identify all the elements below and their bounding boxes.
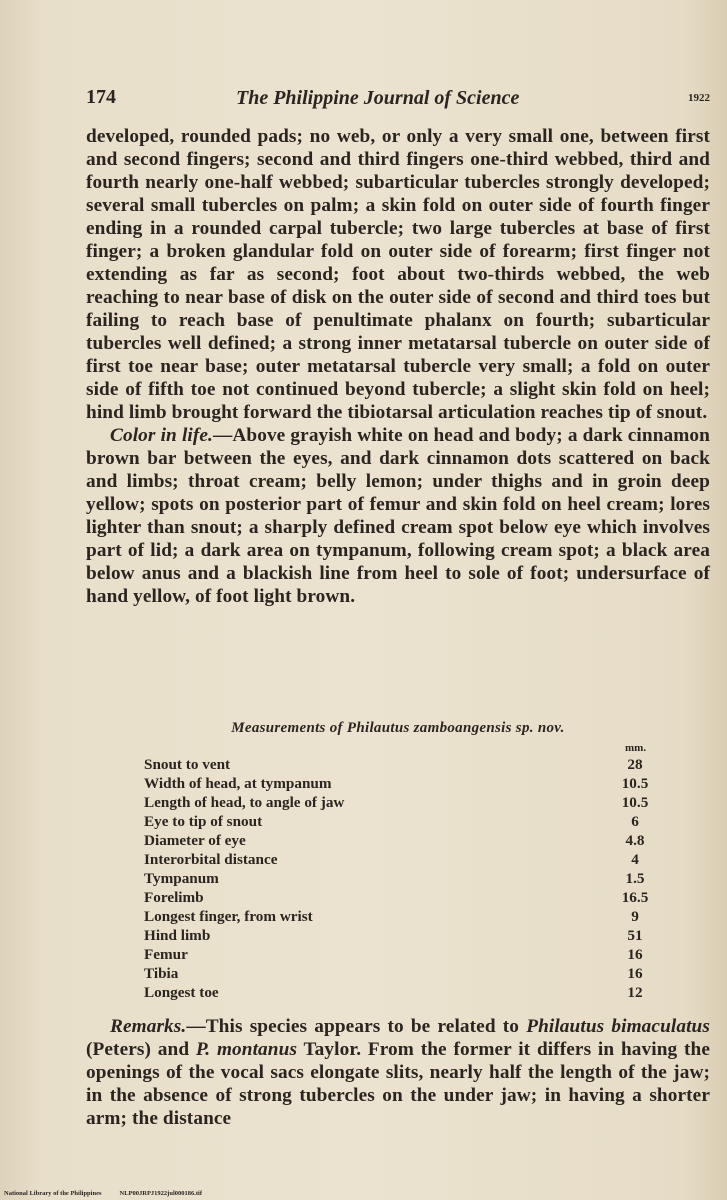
year: 1922	[688, 92, 710, 104]
measurements-unit: mm.	[625, 742, 647, 754]
table-row	[144, 812, 674, 831]
table-row	[144, 831, 674, 850]
table-row	[144, 907, 674, 926]
row-label: Hind limb	[144, 927, 211, 944]
running-header	[86, 86, 710, 116]
row-value: 12	[627, 984, 643, 1001]
row-label: Longest finger, from wrist	[144, 908, 313, 925]
table-row	[144, 755, 674, 774]
row-value: 4	[631, 851, 639, 868]
species-name: Philautus bimaculatus	[526, 1016, 710, 1037]
paragraph-remarks	[86, 1015, 710, 1130]
paragraph-description: developed, rounded pads; no web, or only a very small one, between first and second fingers; second and third fingers one-third webbed, third and fourth nearly one-half webbed; subarticular tubercles strongly developed; several small tubercles on palm; a skin fold on outer side of fourth finger ending in a rounded carpal tubercle; two large tubercles at base of first finger; a broken glandular fold on outer side of forearm; first finger not extending as far as second; foot about two-thirds webbed, the web reaching to near base of disk on the outer side of second and third toes but failing to reach base of penultimate phalanx on fourth; subarticular tubercles well defined; a strong inner metatarsal tubercle on outer side of first toe near base; outer metatarsal tubercle very small; a fold on outer side of fifth toe not continued beyond tubercle; a slight skin fold on heel; hind limb brought forward the tibiotarsal articulation reaches tip of snout.	[86, 126, 710, 423]
remarks-text: —This species appears to be related to	[186, 1016, 527, 1037]
row-value: 28	[627, 756, 643, 773]
row-label: Interorbital distance	[144, 851, 278, 868]
table-row	[144, 964, 674, 983]
table-row	[144, 774, 674, 793]
journal-title: The Philippine Journal of Science	[236, 87, 520, 109]
row-value: 16.5	[621, 889, 649, 906]
table-row	[144, 850, 674, 869]
row-value: 51	[627, 927, 643, 944]
file-id: NLP00JRPJ1922jul000186.tif	[119, 1190, 203, 1197]
row-value: 4.8	[625, 832, 645, 849]
scan-footer	[4, 1190, 220, 1197]
row-label: Width of head, at tympanum	[144, 775, 332, 792]
row-value: 9	[631, 908, 639, 925]
row-label: Length of head, to angle of jaw	[144, 794, 345, 811]
measurements-table	[144, 755, 674, 1002]
row-label: Femur	[144, 946, 188, 963]
row-label: Forelimb	[144, 889, 204, 906]
species-name: P. montanus	[195, 1039, 298, 1060]
library-name: National Library of the Philippines	[4, 1190, 102, 1197]
row-value: 16	[627, 965, 643, 982]
table-row	[144, 945, 674, 964]
row-value: 10.5	[621, 794, 649, 811]
table-row	[144, 926, 674, 945]
row-value: 10.5	[621, 775, 649, 792]
paragraph-color-in-life	[86, 424, 710, 608]
row-label: Longest toe	[144, 984, 219, 1001]
table-row	[144, 869, 674, 888]
row-label: Eye to tip of snout	[144, 813, 263, 830]
color-in-life-heading: Color in life.	[110, 425, 213, 446]
remarks-text: (Peters) and	[86, 1039, 196, 1060]
page-number: 174	[86, 86, 116, 108]
row-label: Snout to vent	[144, 756, 231, 773]
table-row	[144, 888, 674, 907]
table-row	[144, 983, 674, 1002]
remarks-heading: Remarks.	[110, 1016, 187, 1037]
color-in-life-text: —Above grayish white on head and body; a dark cinnamon brown bar between the eyes, and dark cinnamon dots scattered on back and limbs; throat cream; belly lemon; under thighs and in groin deep yellow; spots on posterior part of femur and skin fold on heel cream; lores lighter than snout; a sharply defined cream spot below eye which involves part of lid; a dark area on tympanum, following cream spot; a black area below anus and a blackish line from heel to sole of foot; undersurface of hand yellow, of foot light brown.	[86, 425, 710, 607]
row-value: 16	[627, 946, 643, 963]
body-text	[86, 125, 710, 608]
measurements-title: Measurements of Philautus zamboangensis sp. nov.	[231, 720, 565, 736]
remarks-section	[86, 1015, 710, 1130]
row-label: Tympanum	[144, 870, 219, 887]
row-value: 6	[631, 813, 639, 830]
table-row	[144, 793, 674, 812]
row-value: 1.5	[625, 870, 645, 887]
remarks-text: Taylor. From the former it differs in having the openings of the vocal sacs elongate slits, nearly half the length of the jaw; in the absence of strong tubercles on the under jaw; in having a shorter arm; the distance	[86, 1039, 711, 1129]
row-label: Tibia	[144, 965, 179, 982]
row-label: Diameter of eye	[144, 832, 246, 849]
